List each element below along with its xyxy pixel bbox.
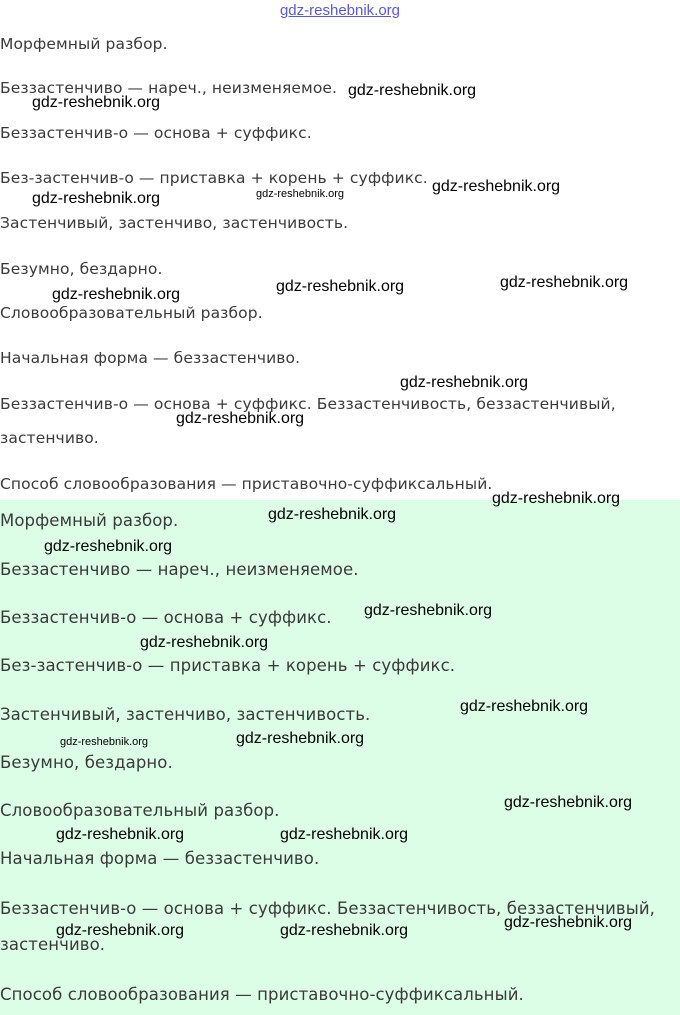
text-line: Безумно, бездарно. bbox=[0, 753, 173, 772]
text-line: Беззастенчиво — нареч., неизменяемое. bbox=[0, 560, 359, 579]
watermark: gdz-reshebnik.org bbox=[236, 730, 365, 747]
watermark: gdz-reshebnik.org bbox=[492, 490, 621, 507]
text-line: Застенчивый, застенчиво, застенчивость. bbox=[0, 214, 349, 232]
text-line: Морфемный разбор. bbox=[0, 511, 179, 530]
site-link[interactable]: gdz-reshebnik.org bbox=[279, 2, 401, 19]
watermark: gdz-reshebnik.org bbox=[268, 506, 397, 523]
watermark: gdz-reshebnik.org bbox=[348, 82, 477, 99]
watermark: gdz-reshebnik.org bbox=[32, 190, 161, 207]
text-line: Начальная форма — беззастенчиво. bbox=[0, 349, 301, 367]
text-line: Морфемный разбор. bbox=[0, 35, 168, 53]
text-line: Способ словообразования — приставочно-суффиксальный. bbox=[0, 475, 493, 493]
watermark: gdz-reshebnik.org bbox=[32, 94, 161, 111]
watermark: gdz-reshebnik.org bbox=[280, 922, 409, 939]
text-line: застенчиво. bbox=[0, 429, 99, 447]
watermark: gdz-reshebnik.org bbox=[52, 286, 181, 303]
text-line: Без-застенчив-о — приставка + корень + суффикс. bbox=[0, 169, 428, 187]
watermark: gdz-reshebnik.org bbox=[504, 914, 633, 931]
watermark: gdz-reshebnik.org bbox=[56, 826, 185, 843]
text-line: Беззастенчив-о — основа + суффикс. bbox=[0, 608, 332, 627]
text-line: Без-застенчив-о — приставка + корень + суффикс. bbox=[0, 656, 456, 675]
watermark: gdz-reshebnik.org bbox=[60, 736, 149, 748]
watermark: gdz-reshebnik.org bbox=[504, 794, 633, 811]
watermark: gdz-reshebnik.org bbox=[432, 178, 561, 195]
watermark: gdz-reshebnik.org bbox=[256, 188, 345, 200]
watermark: gdz-reshebnik.org bbox=[364, 602, 493, 619]
watermark: gdz-reshebnik.org bbox=[176, 410, 305, 427]
text-line: Беззастенчив-о — основа + суффикс. Беззастенчивость, беззастенчивый, bbox=[0, 395, 616, 413]
watermark: gdz-reshebnik.org bbox=[56, 922, 185, 939]
watermark: gdz-reshebnik.org bbox=[44, 538, 173, 555]
text-line: Словообразовательный разбор. bbox=[0, 304, 263, 322]
text-line: Беззастенчиво — нареч., неизменяемое. bbox=[0, 79, 338, 97]
text-line: застенчиво. bbox=[0, 935, 106, 954]
watermark: gdz-reshebnik.org bbox=[500, 274, 629, 291]
watermark: gdz-reshebnik.org bbox=[400, 374, 529, 391]
watermark: gdz-reshebnik.org bbox=[276, 278, 405, 295]
watermark: gdz-reshebnik.org bbox=[460, 698, 589, 715]
text-line: Начальная форма — беззастенчиво. bbox=[0, 849, 320, 868]
text-line: Способ словообразования — приставочно-суффиксальный. bbox=[0, 985, 524, 1004]
text-line: Застенчивый, застенчиво, застенчивость. bbox=[0, 705, 371, 724]
watermark: gdz-reshebnik.org bbox=[280, 826, 409, 843]
text-line: Беззастенчив-о — основа + суффикс. Беззастенчивость, беззастенчивый, bbox=[0, 899, 656, 918]
watermark: gdz-reshebnik.org bbox=[140, 634, 269, 651]
text-line: Безумно, бездарно. bbox=[0, 260, 163, 278]
text-line: Словообразовательный разбор. bbox=[0, 801, 280, 820]
text-line: Беззастенчив-о — основа + суффикс. bbox=[0, 124, 312, 142]
